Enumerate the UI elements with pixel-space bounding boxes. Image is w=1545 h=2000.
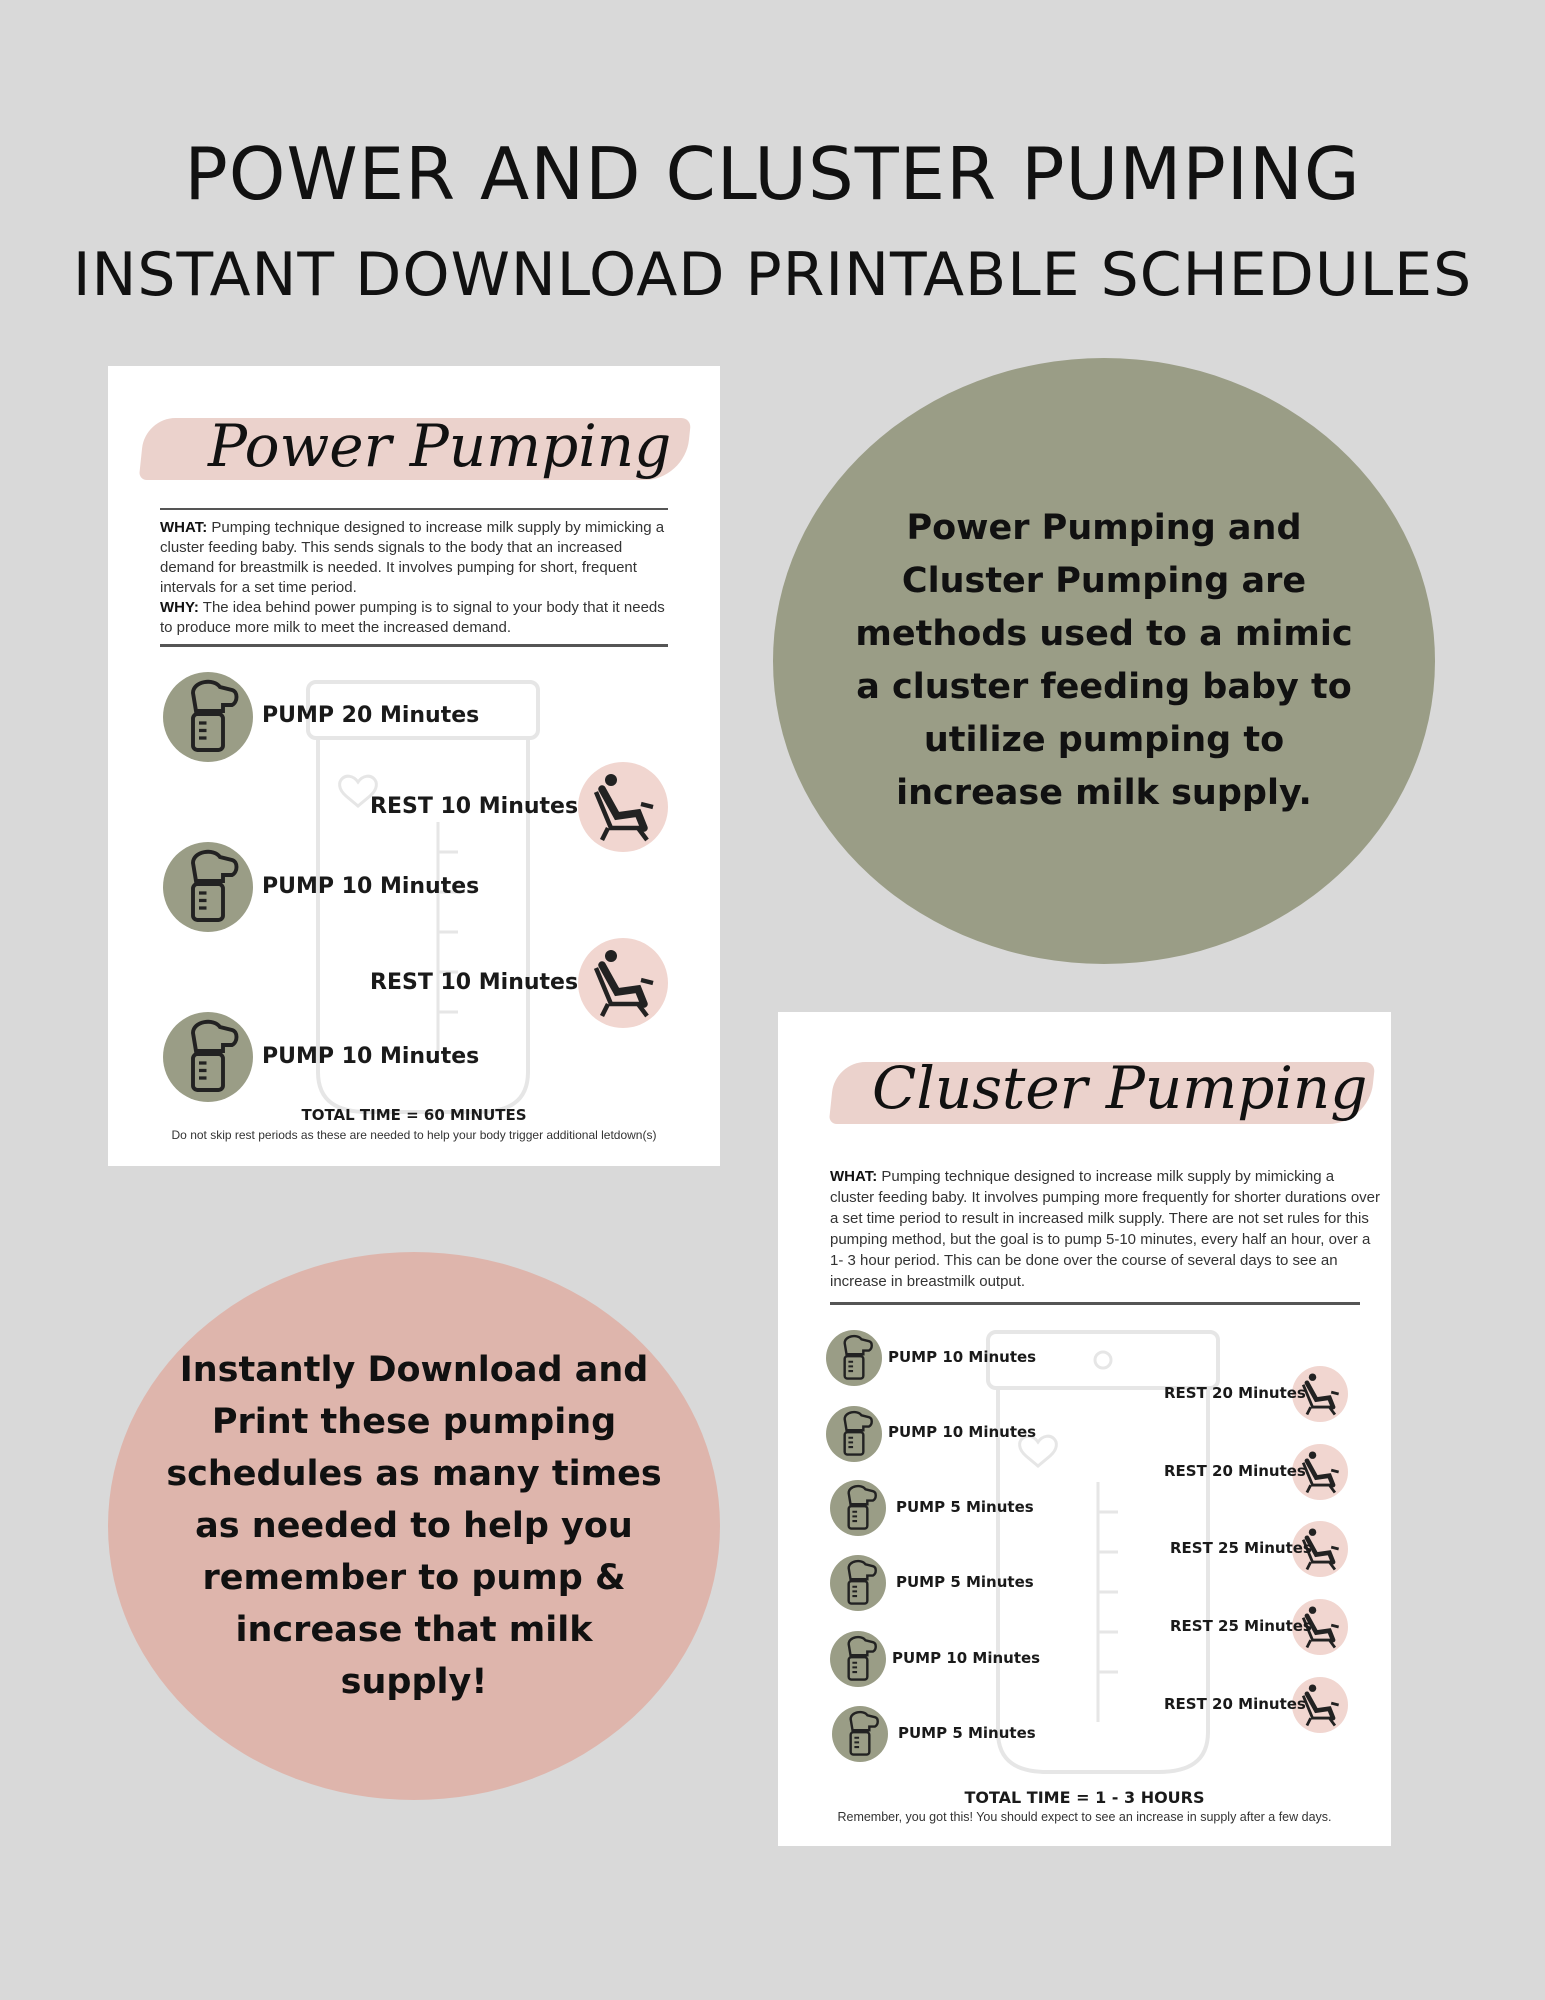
pump-icon: [830, 1480, 886, 1536]
power-pumping-card: [108, 366, 720, 1166]
step-rest: REST 25 Minutes: [1170, 1617, 1312, 1635]
what-label: WHAT:: [160, 519, 208, 536]
footer-note: Remember, you got this! You should expect to see an increase in supply after a few days.: [837, 1810, 1332, 1824]
step-pump: PUMP 5 Minutes: [896, 1498, 1034, 1516]
step-pump: PUMP 10 Minutes: [888, 1423, 1037, 1441]
step-pump: PUMP 10 Minutes: [888, 1348, 1037, 1366]
step-rest: REST 20 Minutes: [1164, 1695, 1306, 1713]
pump-icon: [163, 842, 253, 932]
divider: [830, 1302, 1360, 1305]
pump-icon: [830, 1631, 886, 1687]
info-circle-text: Power Pumping and Cluster Pumping are methods used to a mimic a cluster feeding baby to utilize pumping to increase milk supply.: [855, 508, 1353, 813]
page-subtitle: INSTANT DOWNLOAD PRINTABLE SCHEDULES: [72, 240, 1473, 310]
what-label: WHAT:: [830, 1168, 878, 1185]
footer-note: Do not skip rest periods as these are needed to help your body trigger additional letdown(s): [171, 1128, 657, 1142]
step-pump: PUMP 20 Minutes: [262, 703, 480, 728]
step-rest: REST 20 Minutes: [1164, 1384, 1306, 1402]
total-time: TOTAL TIME = 60 MINUTES: [301, 1106, 527, 1124]
why-text: The idea behind power pumping is to signal to your body that it needs to produce more milk to meet the increased demand.: [160, 599, 665, 636]
total-time: TOTAL TIME = 1 - 3 HOURS: [964, 1788, 1205, 1807]
step-pump: PUMP 5 Minutes: [898, 1724, 1036, 1742]
divider: [160, 644, 668, 647]
step-pump: PUMP 10 Minutes: [262, 1044, 480, 1069]
divider: [160, 508, 668, 510]
info-circle-green: [773, 358, 1435, 964]
pump-icon: [163, 1012, 253, 1102]
cluster-pumping-heading: Cluster Pumping: [872, 1054, 1368, 1122]
rest-chair-icon: [578, 762, 668, 852]
power-pumping-heading: Power Pumping: [208, 412, 672, 480]
pump-icon: [163, 672, 253, 762]
step-rest: REST 10 Minutes: [370, 970, 579, 995]
step-rest: REST 20 Minutes: [1164, 1462, 1306, 1480]
page-title: POWER AND CLUSTER PUMPING: [184, 132, 1361, 216]
step-pump: PUMP 10 Minutes: [892, 1649, 1041, 1667]
what-text: Pumping technique designed to increase milk supply by mimicking a cluster feeding baby. This sends signals to the body that an increased demand for breastmilk is needed. It involves pumping for short, frequent intervals for a set time period.: [160, 519, 665, 596]
why-label: WHY:: [160, 599, 199, 616]
pump-icon: [830, 1555, 886, 1611]
cluster-description: [830, 1166, 1380, 1292]
step-pump: PUMP 10 Minutes: [262, 874, 480, 899]
cluster-pumping-card: [778, 1012, 1391, 1846]
pump-icon: [826, 1406, 882, 1462]
step-pump: PUMP 5 Minutes: [896, 1573, 1034, 1591]
what-text: Pumping technique designed to increase milk supply by mimicking a cluster feeding baby. It involves pumping more frequently for shorter durations over a set time period to result in increased milk supply. There are not set rules for this pumping method, but the goal is to pump 5-10 minutes, every half an hour, over a 1- 3 hour period. This can be done over the course of several days to see an increase in breastmilk output.: [830, 1168, 1381, 1290]
power-description: [160, 518, 680, 638]
info-circle-text: Instantly Download and Print these pumping schedules as many times as needed to help you remember to pump & increase that milk supply!: [166, 1350, 662, 1702]
pump-icon: [832, 1706, 888, 1762]
info-circle-pink: [108, 1252, 720, 1800]
rest-chair-icon: [578, 938, 668, 1028]
pump-icon: [826, 1330, 882, 1386]
step-rest: REST 25 Minutes: [1170, 1539, 1312, 1557]
step-rest: REST 10 Minutes: [370, 794, 579, 819]
